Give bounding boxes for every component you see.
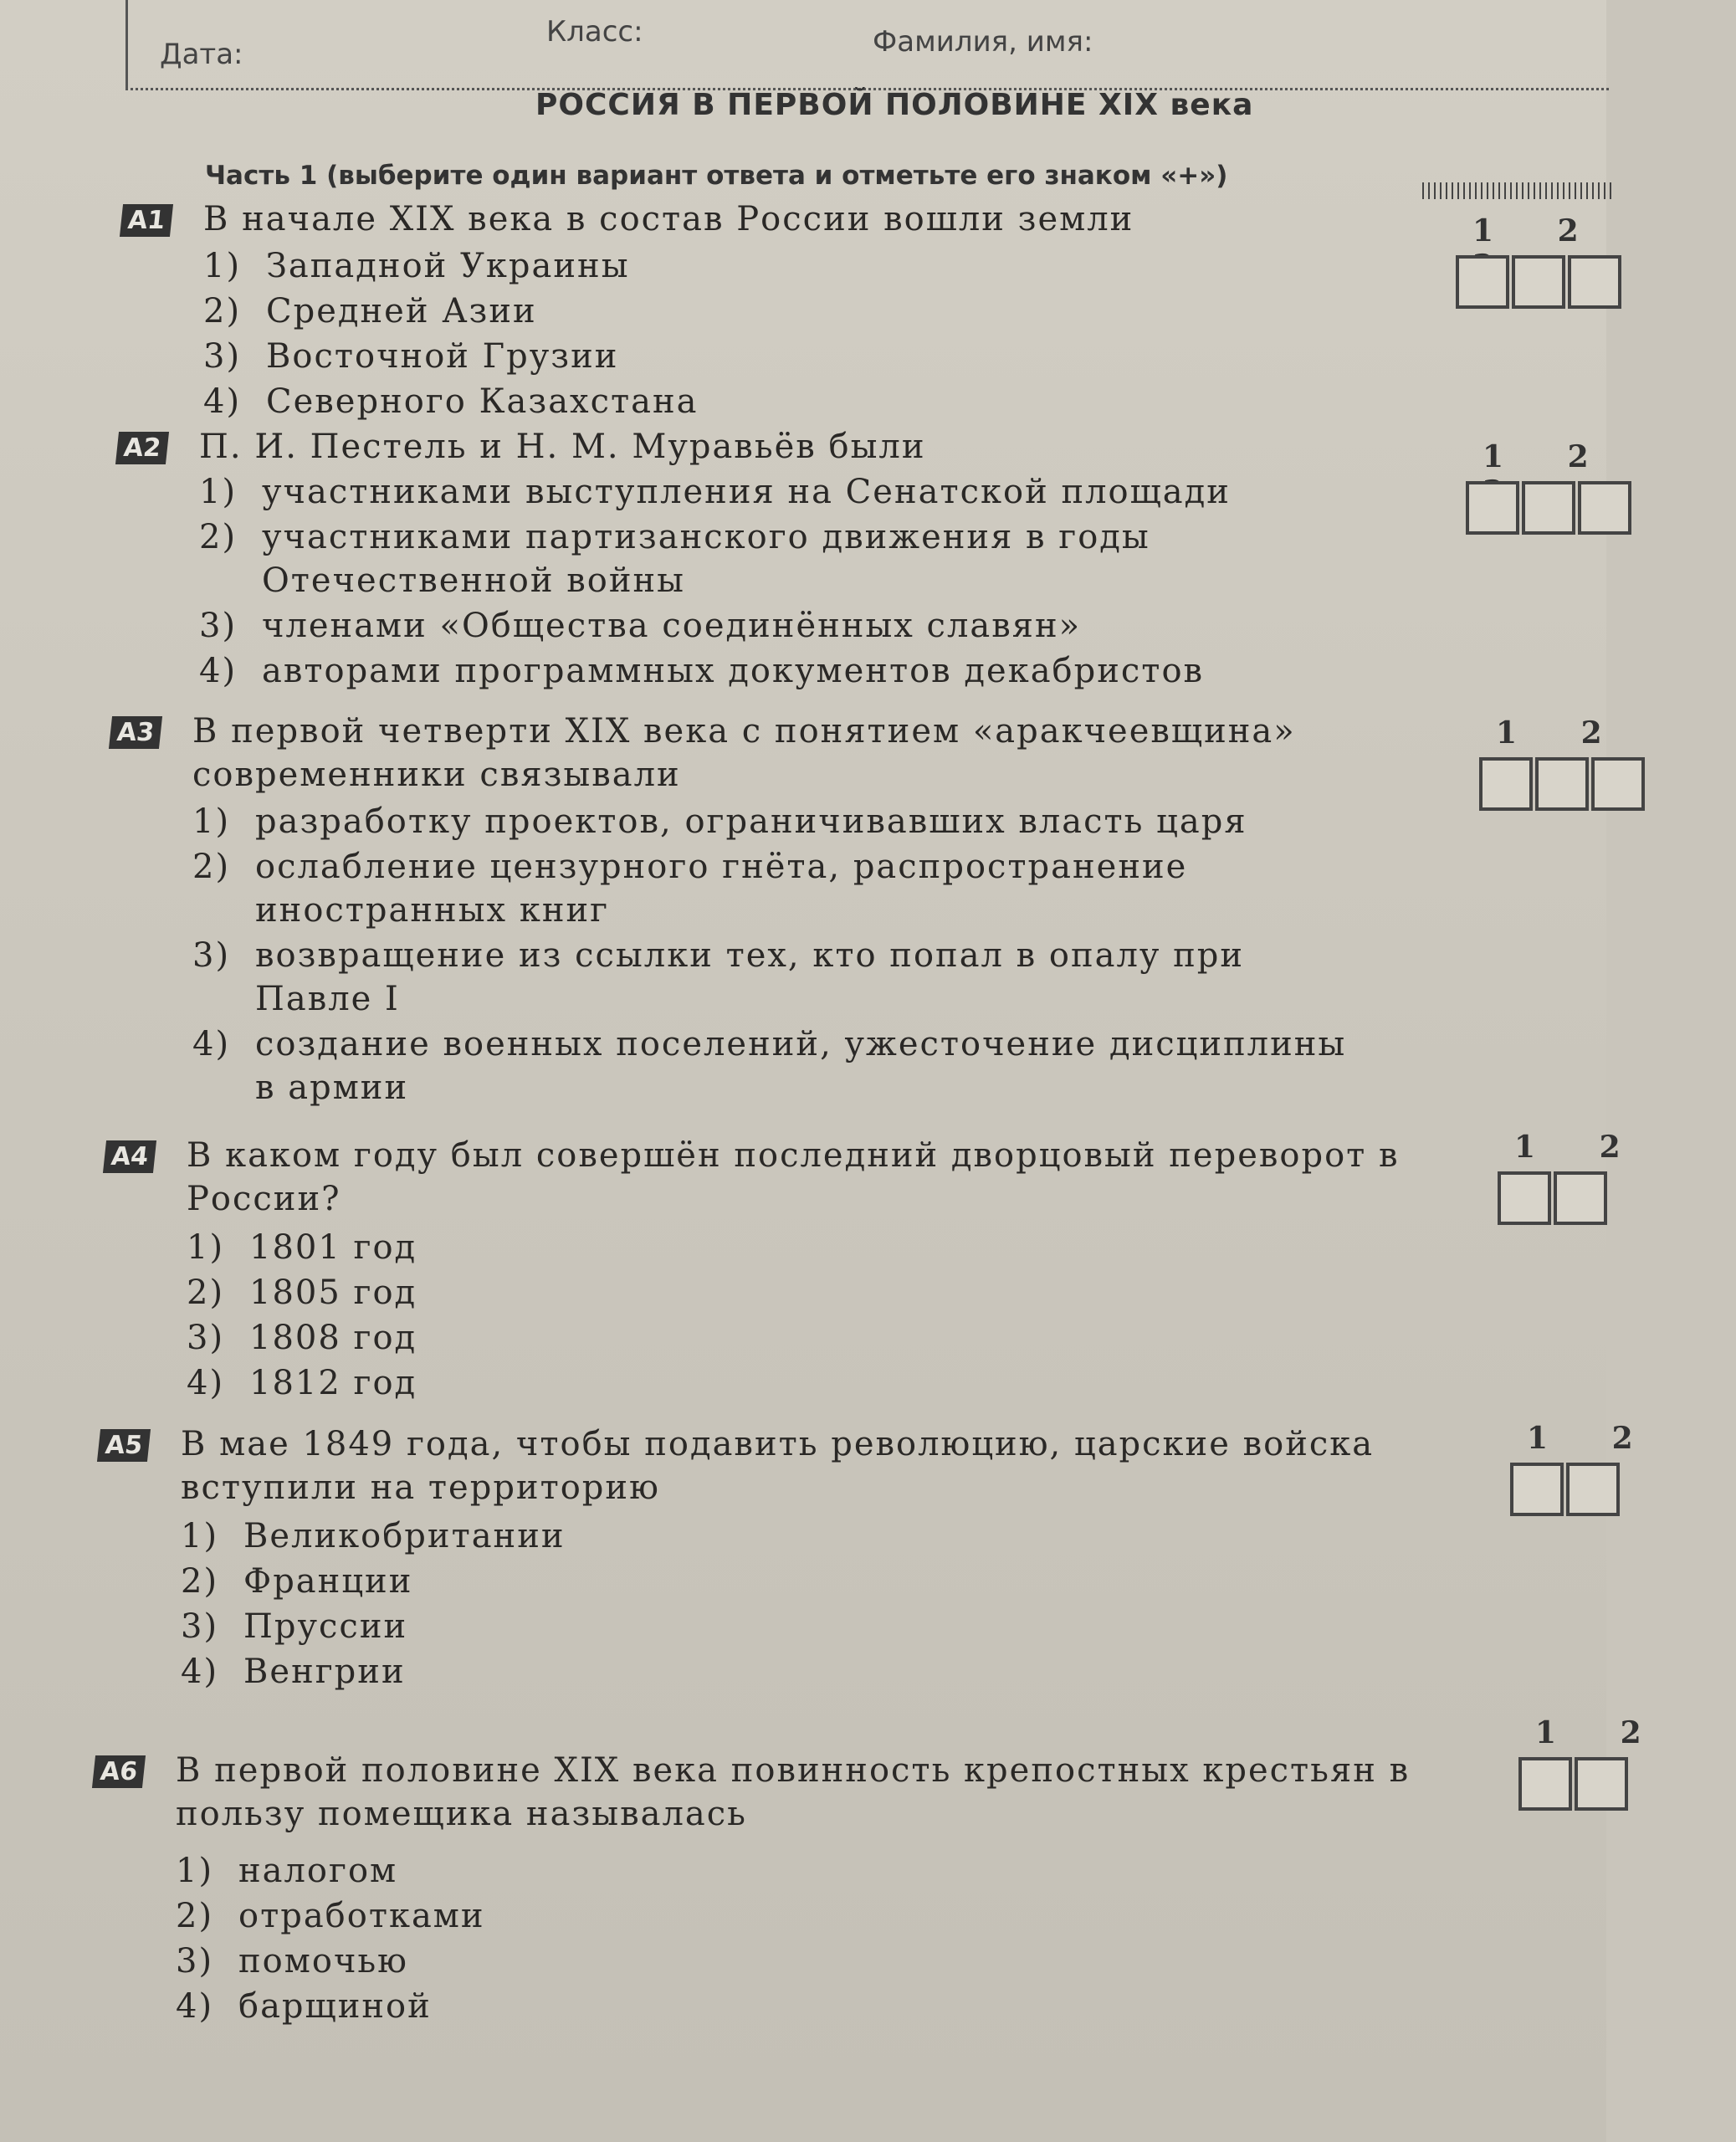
question-badge: A2 <box>115 432 169 464</box>
answer-grid-a2 <box>1466 439 1683 540</box>
answer-option[interactable] <box>199 515 1337 602</box>
answer-box-1[interactable] <box>1466 481 1519 535</box>
answer-options <box>187 1226 1391 1407</box>
option-text: налогом <box>238 1852 398 1890</box>
answer-box-2[interactable] <box>1575 1757 1628 1811</box>
answer-option[interactable] <box>181 1650 1385 1694</box>
option-number: 2) <box>187 1273 225 1312</box>
question-text: В начале XIX века в состав России вошли земли <box>203 200 1134 238</box>
option-text: 1805 год <box>249 1273 417 1312</box>
answer-grid-numbers: 1 2 <box>1483 439 1616 474</box>
answer-option[interactable] <box>192 845 1347 932</box>
answer-box-2[interactable] <box>1566 1463 1620 1516</box>
class-label: Класс: <box>546 15 643 49</box>
answer-box-1[interactable] <box>1510 1463 1564 1516</box>
option-number: 1) <box>187 1228 225 1267</box>
answer-option[interactable] <box>192 800 1347 843</box>
option-text: Восточной Грузии <box>266 337 619 376</box>
option-text: 1812 год <box>249 1364 417 1402</box>
option-text: разработку проектов, ограничивавших власть царя <box>255 802 1247 841</box>
answer-option[interactable] <box>203 244 1408 288</box>
answer-grid-numbers: 1 2 <box>1527 1421 1660 1456</box>
option-number: 1) <box>192 802 231 841</box>
option-text: участниками партизанского движения в годы Отечественной войны <box>262 518 1150 600</box>
answer-box-2[interactable] <box>1512 255 1565 309</box>
option-number: 4) <box>181 1653 219 1691</box>
option-text: ослабление цензурного гнёта, распространение иностранных книг <box>255 848 1188 930</box>
option-text: Великобритании <box>243 1517 566 1555</box>
option-number: 2) <box>192 848 231 886</box>
answer-box-3[interactable] <box>1591 757 1645 811</box>
answer-option[interactable] <box>192 1022 1347 1109</box>
option-number: 2) <box>203 292 242 331</box>
option-number: 2) <box>181 1562 219 1601</box>
answer-option[interactable] <box>176 1985 1380 2028</box>
option-number: 3) <box>181 1607 219 1646</box>
answer-option[interactable] <box>181 1605 1385 1648</box>
option-text: Средней Азии <box>266 292 537 331</box>
part-instructions: Часть 1 (выберите один вариант ответа и отметьте его знаком «+») <box>205 161 1228 191</box>
answer-box-2[interactable] <box>1522 481 1575 535</box>
answer-option[interactable] <box>187 1316 1391 1360</box>
answer-box-3[interactable] <box>1578 481 1631 535</box>
option-text: Франции <box>243 1562 413 1601</box>
question-text: В каком году был совершён последний дворцовый переворот в России? <box>187 1136 1400 1218</box>
date-label: Дата: <box>160 38 243 71</box>
question-badge: A3 <box>109 716 162 749</box>
answer-box-1[interactable] <box>1456 255 1509 309</box>
option-number: 4) <box>187 1364 225 1402</box>
option-text: отработками <box>238 1897 485 1935</box>
option-number: 1) <box>176 1852 214 1890</box>
option-text: 1808 год <box>249 1319 417 1357</box>
question-badge: A6 <box>92 1755 146 1788</box>
option-text: членами «Общества соединённых славян» <box>262 607 1082 645</box>
answer-box-2[interactable] <box>1554 1171 1607 1225</box>
answer-grid-numbers: 1 2 <box>1514 1130 1647 1165</box>
answer-option[interactable] <box>176 1849 1380 1893</box>
option-text: участниками выступления на Сенатской площади <box>262 473 1231 511</box>
answer-option[interactable] <box>199 604 1337 648</box>
answer-option[interactable] <box>192 934 1347 1021</box>
option-number: 4) <box>203 382 242 421</box>
answer-grid-numbers: 1 2 <box>1535 1715 1668 1750</box>
question-text: В первой четверти XIX века с понятием «аракчеевщина» современники связывали <box>192 712 1296 794</box>
answer-options <box>203 244 1408 425</box>
answer-option[interactable] <box>187 1361 1391 1405</box>
option-number: 4) <box>176 1987 214 2026</box>
question-badge: A1 <box>120 204 173 237</box>
answer-box-3[interactable] <box>1568 255 1621 309</box>
option-number: 4) <box>199 652 238 690</box>
answer-option[interactable] <box>187 1271 1391 1314</box>
option-text: барщиной <box>238 1987 432 2026</box>
question-badge: A5 <box>97 1429 151 1462</box>
question-text: П. И. Пестель и Н. М. Муравьёв были <box>199 428 926 466</box>
answer-grid-a3 <box>1479 715 1697 816</box>
student-info-header <box>125 0 1609 90</box>
answer-option[interactable] <box>203 380 1408 423</box>
answer-grid-a4 <box>1498 1130 1715 1230</box>
option-text: 1801 год <box>249 1228 417 1267</box>
answer-grid-numbers: 1 2 <box>1496 715 1629 751</box>
option-number: 3) <box>187 1319 225 1357</box>
option-number: 4) <box>192 1025 231 1063</box>
answer-options <box>192 800 1347 1111</box>
name-label: Фамилия, имя: <box>873 25 1093 59</box>
answer-box-1[interactable] <box>1498 1171 1551 1225</box>
answer-option[interactable] <box>181 1514 1385 1558</box>
answer-options <box>199 470 1337 694</box>
option-number: 3) <box>203 337 242 376</box>
answer-grid-a6 <box>1518 1715 1736 1816</box>
answer-option[interactable] <box>176 1940 1380 1983</box>
answer-grid-a5 <box>1510 1421 1728 1521</box>
option-text: авторами программных документов декабристов <box>262 652 1205 690</box>
option-number: 2) <box>199 518 238 556</box>
option-text: Западной Украины <box>266 247 630 285</box>
option-text: возвращение из ссылки тех, кто попал в опалу при Павле I <box>255 936 1245 1018</box>
answer-grid-ticks <box>1422 182 1615 199</box>
page-title: РОССИЯ В ПЕРВОЙ ПОЛОВИНЕ XIX века <box>535 88 1254 122</box>
answer-grid-numbers: 1 2 <box>1472 213 1605 249</box>
answer-option[interactable] <box>203 290 1408 333</box>
answer-option[interactable] <box>187 1226 1391 1269</box>
answer-option[interactable] <box>181 1560 1385 1603</box>
question-badge: A4 <box>103 1140 156 1173</box>
answer-box-1[interactable] <box>1518 1757 1572 1811</box>
answer-grid-a1 <box>1456 213 1673 314</box>
option-number: 3) <box>176 1942 214 1981</box>
option-number: 3) <box>192 936 231 975</box>
option-text: создание военных поселений, ужесточение дисциплины в армии <box>255 1025 1347 1107</box>
answer-option[interactable] <box>176 1894 1380 1938</box>
question-text: В первой половине XIX века повинность крепостных крестьян в пользу помещика называлась <box>176 1751 1411 1833</box>
option-text: помочью <box>238 1942 408 1981</box>
option-number: 2) <box>176 1897 214 1935</box>
option-text: Венгрии <box>243 1653 406 1691</box>
option-number: 3) <box>199 607 238 645</box>
answer-box-2[interactable] <box>1535 757 1589 811</box>
answer-box-1[interactable] <box>1479 757 1533 811</box>
answer-options <box>181 1514 1385 1695</box>
question-text: В мае 1849 года, чтобы подавить революцию, царские войска вступили на территорию <box>181 1425 1375 1507</box>
option-number: 1) <box>181 1517 219 1555</box>
option-text: Северного Казахстана <box>266 382 699 421</box>
option-number: 1) <box>199 473 238 511</box>
answer-option[interactable] <box>203 335 1408 378</box>
answer-option[interactable] <box>199 649 1337 693</box>
answer-option[interactable] <box>199 470 1337 514</box>
option-number: 1) <box>203 247 242 285</box>
option-text: Пруссии <box>243 1607 408 1646</box>
answer-options <box>176 1849 1380 2030</box>
